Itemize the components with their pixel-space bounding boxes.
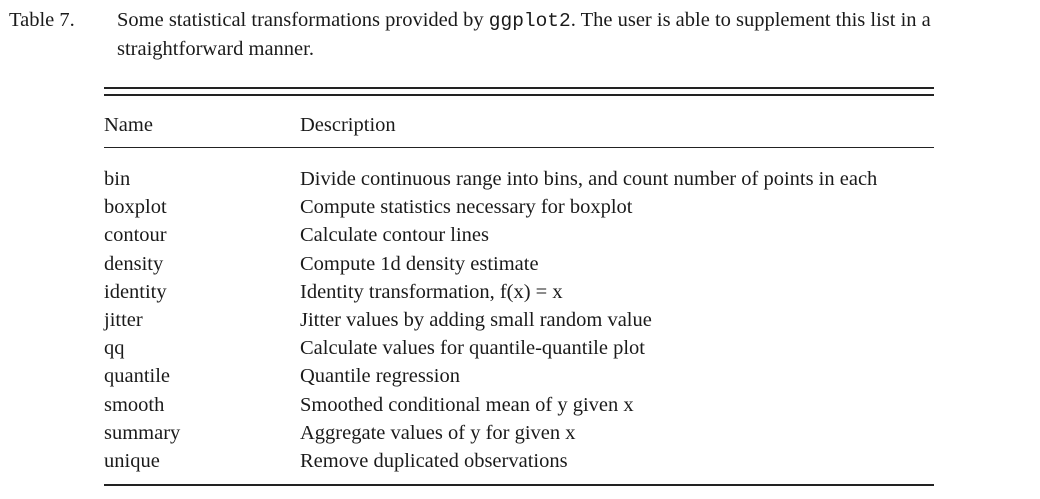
table-row (104, 362, 934, 390)
caption-text (117, 6, 1034, 63)
row-description: Divide continuous range into bins, and count number of points in each (300, 168, 878, 190)
row-name: quantile (104, 365, 171, 388)
table-row (104, 165, 934, 193)
table-row (104, 221, 934, 249)
row-description: Compute statistics necessary for boxplot (300, 196, 633, 219)
row-name: summary (104, 421, 181, 444)
row-description: Compute 1d density estimate (300, 252, 539, 275)
caption-code: ggplot2 (488, 10, 571, 32)
table-row (104, 306, 934, 334)
table-row (104, 193, 934, 221)
row-name: contour (104, 224, 167, 247)
table-body (104, 165, 934, 475)
table-row (104, 391, 934, 419)
table-row (104, 278, 934, 306)
header-rule (104, 147, 934, 148)
header-name: Name (104, 114, 153, 136)
top-rule (104, 87, 934, 89)
row-description: Jitter values by adding small random value (300, 308, 652, 331)
row-name: unique (104, 449, 160, 472)
bottom-rule (104, 484, 934, 486)
row-name: qq (104, 337, 125, 360)
row-name: identity (104, 280, 167, 303)
row-description: Smoothed conditional mean of y given x (300, 393, 634, 416)
row-description: Quantile regression (300, 365, 460, 388)
caption-label: Table 7. (9, 9, 75, 31)
top-rule-second (104, 94, 934, 96)
row-description: Calculate contour lines (300, 224, 489, 247)
row-description: Aggregate values of y for given x (300, 421, 576, 444)
row-name: density (104, 252, 164, 275)
table-row (104, 334, 934, 362)
row-name: jitter (104, 308, 143, 331)
row-name: bin (104, 168, 131, 190)
header-description: Description (300, 114, 396, 136)
caption-text-before: Some statistical transformations provided by (117, 9, 489, 31)
row-description: Identity transformation, f(x) = x (300, 280, 563, 303)
row-name: boxplot (104, 196, 167, 219)
table-row (104, 419, 934, 447)
table-row (104, 447, 934, 475)
table-row (104, 250, 934, 278)
row-name: smooth (104, 393, 165, 416)
row-description: Calculate values for quantile-quantile plot (300, 337, 645, 360)
caption-text-after: . The user is able to supplement this list in a straightforward manner. (117, 9, 931, 60)
row-description: Remove duplicated observations (300, 449, 568, 472)
